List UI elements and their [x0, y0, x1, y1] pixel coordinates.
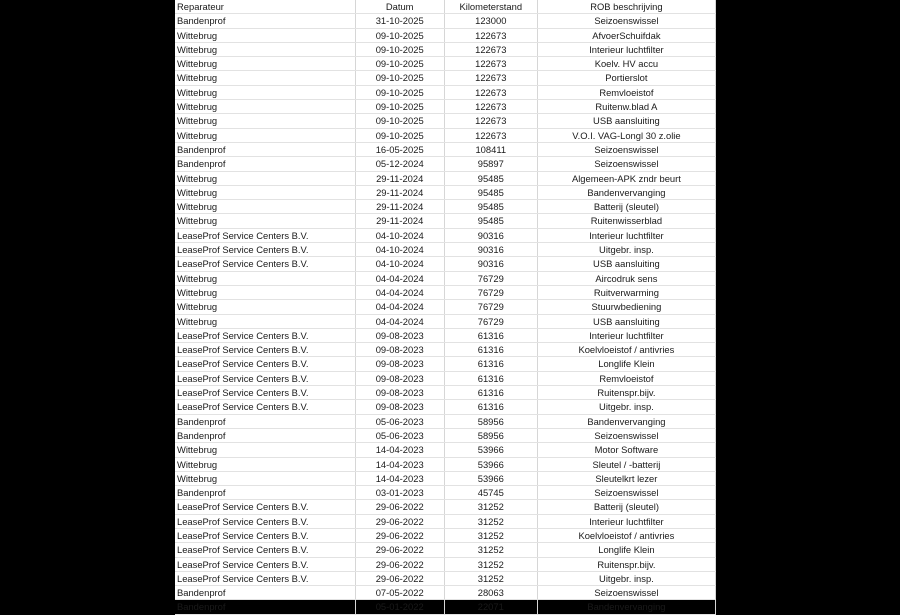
reparateur-cell: LeaseProf Service Centers B.V. — [175, 328, 355, 342]
rob-beschrijving-cell: Ruitenw.blad A — [537, 100, 715, 114]
datum-cell: 05-06-2023 — [355, 414, 444, 428]
datum-cell: 04-10-2024 — [355, 243, 444, 257]
rob-beschrijving-cell: USB aansluiting — [537, 257, 715, 271]
reparateur-cell: Wittebrug — [175, 57, 355, 71]
table-row — [175, 128, 716, 142]
table-row — [175, 400, 716, 414]
reparateur-cell: Wittebrug — [175, 100, 355, 114]
rob-beschrijving-cell: Koelvloeistof / antivries — [537, 343, 715, 357]
table-row — [175, 443, 716, 457]
kilometerstand-cell: 61316 — [444, 343, 537, 357]
table-row — [175, 14, 716, 28]
kilometerstand-cell: 122673 — [444, 71, 537, 85]
datum-cell: 29-06-2022 — [355, 571, 444, 585]
rob-beschrijving-cell: Ruitverwarming — [537, 285, 715, 299]
kilometerstand-cell: 90316 — [444, 228, 537, 242]
datum-cell: 29-06-2022 — [355, 528, 444, 542]
datum-cell: 04-04-2024 — [355, 271, 444, 285]
table-row — [175, 243, 716, 257]
rob-beschrijving-cell: Stuurwbediening — [537, 300, 715, 314]
reparateur-cell: Wittebrug — [175, 42, 355, 56]
table-row — [175, 543, 716, 557]
kilometerstand-cell: 31252 — [444, 514, 537, 528]
reparateur-cell: Bandenprof — [175, 14, 355, 28]
reparateur-cell: Wittebrug — [175, 314, 355, 328]
table-row — [175, 500, 716, 514]
kilometerstand-cell: 122673 — [444, 28, 537, 42]
reparateur-cell: LeaseProf Service Centers B.V. — [175, 343, 355, 357]
kilometerstand-cell: 95485 — [444, 185, 537, 199]
datum-cell: 09-10-2025 — [355, 114, 444, 128]
datum-cell: 04-04-2024 — [355, 285, 444, 299]
datum-cell: 09-08-2023 — [355, 371, 444, 385]
kilometerstand-cell: 53966 — [444, 457, 537, 471]
kilometerstand-cell: 61316 — [444, 400, 537, 414]
rob-beschrijving-cell: Longlife Klein — [537, 543, 715, 557]
kilometerstand-cell: 108411 — [444, 142, 537, 156]
rob-beschrijving-cell: Seizoenswissel — [537, 14, 715, 28]
reparateur-cell: Wittebrug — [175, 200, 355, 214]
datum-cell: 14-04-2023 — [355, 471, 444, 485]
table-row — [175, 457, 716, 471]
table-row — [175, 185, 716, 199]
reparateur-cell: Wittebrug — [175, 285, 355, 299]
reparateur-cell: Bandenprof — [175, 142, 355, 156]
datum-cell: 29-06-2022 — [355, 514, 444, 528]
rob-beschrijving-cell: Seizoenswissel — [537, 157, 715, 171]
kilometerstand-cell: 90316 — [444, 243, 537, 257]
kilometerstand-cell: 76729 — [444, 300, 537, 314]
rob-beschrijving-cell: Portierslot — [537, 71, 715, 85]
datum-cell: 29-11-2024 — [355, 185, 444, 199]
table-row — [175, 414, 716, 428]
kilometerstand-cell: 58956 — [444, 428, 537, 442]
datum-cell: 09-10-2025 — [355, 71, 444, 85]
table-row — [175, 371, 716, 385]
datum-cell: 05-06-2023 — [355, 428, 444, 442]
reparateur-cell: LeaseProf Service Centers B.V. — [175, 528, 355, 542]
rob-beschrijving-cell: Bandenvervanging — [537, 414, 715, 428]
rob-beschrijving-cell: Interieur luchtfilter — [537, 42, 715, 56]
datum-cell: 16-05-2025 — [355, 142, 444, 156]
reparateur-cell: LeaseProf Service Centers B.V. — [175, 228, 355, 242]
rob-beschrijving-cell: Remvloeistof — [537, 85, 715, 99]
kilometerstand-cell: 61316 — [444, 371, 537, 385]
kilometerstand-cell: 61316 — [444, 328, 537, 342]
kilometerstand-cell: 123000 — [444, 14, 537, 28]
kilometerstand-cell: 76729 — [444, 314, 537, 328]
table-row — [175, 471, 716, 485]
datum-cell: 04-10-2024 — [355, 228, 444, 242]
rob-beschrijving-cell: Interieur luchtfilter — [537, 228, 715, 242]
reparateur-cell: Wittebrug — [175, 300, 355, 314]
datum-cell: 29-11-2024 — [355, 171, 444, 185]
kilometerstand-cell: 53966 — [444, 443, 537, 457]
reparateur-cell: Bandenprof — [175, 600, 355, 614]
kilometerstand-cell: 122673 — [444, 42, 537, 56]
table-row — [175, 557, 716, 571]
reparateur-cell: LeaseProf Service Centers B.V. — [175, 514, 355, 528]
maintenance-history-table — [175, 0, 716, 615]
datum-cell: 09-08-2023 — [355, 357, 444, 371]
reparateur-cell: Wittebrug — [175, 114, 355, 128]
rob-beschrijving-cell: USB aansluiting — [537, 114, 715, 128]
table-row — [175, 85, 716, 99]
datum-cell: 09-08-2023 — [355, 386, 444, 400]
kilometerstand-cell: 90316 — [444, 257, 537, 271]
kilometerstand-cell: 122673 — [444, 100, 537, 114]
reparateur-cell: Wittebrug — [175, 128, 355, 142]
reparateur-cell: Wittebrug — [175, 71, 355, 85]
rob-beschrijving-cell: Sleutel / -batterij — [537, 457, 715, 471]
table-row — [175, 486, 716, 500]
kilometerstand-cell: 28063 — [444, 586, 537, 600]
rob-beschrijving-cell: Algemeen-APK zndr beurt — [537, 171, 715, 185]
datum-cell: 07-05-2022 — [355, 586, 444, 600]
rob-beschrijving-cell: Aircodruk sens — [537, 271, 715, 285]
rob-beschrijving-cell: USB aansluiting — [537, 314, 715, 328]
datum-cell: 09-10-2025 — [355, 85, 444, 99]
reparateur-cell: LeaseProf Service Centers B.V. — [175, 543, 355, 557]
reparateur-cell: Bandenprof — [175, 428, 355, 442]
kilometerstand-cell: 31252 — [444, 528, 537, 542]
kilometerstand-cell: 122673 — [444, 85, 537, 99]
table-row — [175, 100, 716, 114]
rob-beschrijving-cell: Ruitenspr.bijv. — [537, 386, 715, 400]
reparateur-cell: LeaseProf Service Centers B.V. — [175, 371, 355, 385]
kilometerstand-cell: 95897 — [444, 157, 537, 171]
rob-beschrijving-cell: Batterij (sleutel) — [537, 500, 715, 514]
rob-beschrijving-cell: Motor Software — [537, 443, 715, 457]
rob-beschrijving-cell: Seizoenswissel — [537, 142, 715, 156]
reparateur-cell: LeaseProf Service Centers B.V. — [175, 243, 355, 257]
rob-beschrijving-cell: Remvloeistof — [537, 371, 715, 385]
reparateur-cell: Wittebrug — [175, 271, 355, 285]
reparateur-cell: Wittebrug — [175, 85, 355, 99]
datum-cell: 14-04-2023 — [355, 443, 444, 457]
datum-cell: 05-01-2022 — [355, 600, 444, 614]
kilometerstand-cell: 61316 — [444, 357, 537, 371]
table-row — [175, 571, 716, 585]
rob-beschrijving-cell: Uitgebr. insp. — [537, 243, 715, 257]
reparateur-cell: Bandenprof — [175, 486, 355, 500]
reparateur-cell: Wittebrug — [175, 185, 355, 199]
datum-cell: 09-10-2025 — [355, 28, 444, 42]
datum-cell: 03-01-2023 — [355, 486, 444, 500]
rob-beschrijving-cell: AfvoerSchuifdak — [537, 28, 715, 42]
kilometerstand-cell: 95485 — [444, 200, 537, 214]
kilometerstand-cell: 61316 — [444, 386, 537, 400]
rob-beschrijving-cell: Bandenvervanging — [537, 185, 715, 199]
kilometerstand-cell: 76729 — [444, 285, 537, 299]
reparateur-cell: Wittebrug — [175, 443, 355, 457]
table-row — [175, 114, 716, 128]
table-row — [175, 171, 716, 185]
rob-beschrijving-cell: Interieur luchtfilter — [537, 514, 715, 528]
datum-cell: 05-12-2024 — [355, 157, 444, 171]
rob-beschrijving-cell: Seizoenswissel — [537, 428, 715, 442]
rob-beschrijving-cell: Ruitenspr.bijv. — [537, 557, 715, 571]
reparateur-cell: Bandenprof — [175, 414, 355, 428]
column-header-datum: Datum — [355, 0, 444, 14]
table-row — [175, 285, 716, 299]
table-row — [175, 42, 716, 56]
reparateur-cell: LeaseProf Service Centers B.V. — [175, 257, 355, 271]
kilometerstand-cell: 22071 — [444, 600, 537, 614]
table-row — [175, 600, 716, 614]
kilometerstand-cell: 95485 — [444, 214, 537, 228]
table-row — [175, 314, 716, 328]
kilometerstand-cell: 58956 — [444, 414, 537, 428]
table-row — [175, 300, 716, 314]
table-row — [175, 514, 716, 528]
reparateur-cell: LeaseProf Service Centers B.V. — [175, 500, 355, 514]
table-row — [175, 586, 716, 600]
reparateur-cell: LeaseProf Service Centers B.V. — [175, 386, 355, 400]
reparateur-cell: Wittebrug — [175, 457, 355, 471]
table-row — [175, 228, 716, 242]
datum-cell: 29-06-2022 — [355, 557, 444, 571]
datum-cell: 09-08-2023 — [355, 328, 444, 342]
datum-cell: 09-10-2025 — [355, 128, 444, 142]
table-row — [175, 357, 716, 371]
rob-beschrijving-cell: Uitgebr. insp. — [537, 400, 715, 414]
reparateur-cell: LeaseProf Service Centers B.V. — [175, 571, 355, 585]
kilometerstand-cell: 76729 — [444, 271, 537, 285]
kilometerstand-cell: 95485 — [444, 171, 537, 185]
rob-beschrijving-cell: Longlife Klein — [537, 357, 715, 371]
table-row — [175, 386, 716, 400]
reparateur-cell: LeaseProf Service Centers B.V. — [175, 400, 355, 414]
table-row — [175, 343, 716, 357]
datum-cell: 04-10-2024 — [355, 257, 444, 271]
kilometerstand-cell: 122673 — [444, 128, 537, 142]
column-header-rob-beschrijving: ROB beschrijving — [537, 0, 715, 14]
table-row — [175, 214, 716, 228]
table-row — [175, 57, 716, 71]
datum-cell: 09-10-2025 — [355, 57, 444, 71]
rob-beschrijving-cell: Uitgebr. insp. — [537, 571, 715, 585]
rob-beschrijving-cell: Koelvloeistof / antivries — [537, 528, 715, 542]
kilometerstand-cell: 122673 — [444, 114, 537, 128]
rob-beschrijving-cell: Batterij (sleutel) — [537, 200, 715, 214]
datum-cell: 09-10-2025 — [355, 42, 444, 56]
table-row — [175, 71, 716, 85]
rob-beschrijving-cell: Seizoenswissel — [537, 486, 715, 500]
datum-cell: 14-04-2023 — [355, 457, 444, 471]
reparateur-cell: LeaseProf Service Centers B.V. — [175, 557, 355, 571]
rob-beschrijving-cell: Interieur luchtfilter — [537, 328, 715, 342]
reparateur-cell: Wittebrug — [175, 214, 355, 228]
rob-beschrijving-cell: Koelv. HV accu — [537, 57, 715, 71]
rob-beschrijving-cell: Bandenvervanging — [537, 600, 715, 614]
table-row — [175, 157, 716, 171]
maintenance-history-sheet — [175, 0, 715, 613]
rob-beschrijving-cell: Sleutelkrt lezer — [537, 471, 715, 485]
table-body — [175, 14, 716, 614]
reparateur-cell: Bandenprof — [175, 586, 355, 600]
kilometerstand-cell: 31252 — [444, 500, 537, 514]
table-row — [175, 271, 716, 285]
datum-cell: 09-10-2025 — [355, 100, 444, 114]
table-row — [175, 328, 716, 342]
datum-cell: 29-06-2022 — [355, 500, 444, 514]
rob-beschrijving-cell: Ruitenwisserblad — [537, 214, 715, 228]
datum-cell: 29-06-2022 — [355, 543, 444, 557]
kilometerstand-cell: 31252 — [444, 543, 537, 557]
reparateur-cell: Wittebrug — [175, 171, 355, 185]
datum-cell: 09-08-2023 — [355, 343, 444, 357]
kilometerstand-cell: 31252 — [444, 571, 537, 585]
datum-cell: 04-04-2024 — [355, 300, 444, 314]
table-row — [175, 257, 716, 271]
datum-cell: 09-08-2023 — [355, 400, 444, 414]
rob-beschrijving-cell: V.O.I. VAG-Longl 30 z.olie — [537, 128, 715, 142]
table-row — [175, 142, 716, 156]
column-header-reparateur: Reparateur — [175, 0, 355, 14]
kilometerstand-cell: 53966 — [444, 471, 537, 485]
rob-beschrijving-cell: Seizoenswissel — [537, 586, 715, 600]
reparateur-cell: Wittebrug — [175, 471, 355, 485]
datum-cell: 29-11-2024 — [355, 214, 444, 228]
table-row — [175, 200, 716, 214]
reparateur-cell: LeaseProf Service Centers B.V. — [175, 357, 355, 371]
kilometerstand-cell: 122673 — [444, 57, 537, 71]
datum-cell: 31-10-2025 — [355, 14, 444, 28]
column-header-kilometerstand: Kilometerstand — [444, 0, 537, 14]
datum-cell: 04-04-2024 — [355, 314, 444, 328]
header-row — [175, 0, 716, 14]
table-row — [175, 28, 716, 42]
datum-cell: 29-11-2024 — [355, 200, 444, 214]
table-row — [175, 428, 716, 442]
reparateur-cell: Wittebrug — [175, 28, 355, 42]
table-row — [175, 528, 716, 542]
reparateur-cell: Bandenprof — [175, 157, 355, 171]
kilometerstand-cell: 45745 — [444, 486, 537, 500]
kilometerstand-cell: 31252 — [444, 557, 537, 571]
